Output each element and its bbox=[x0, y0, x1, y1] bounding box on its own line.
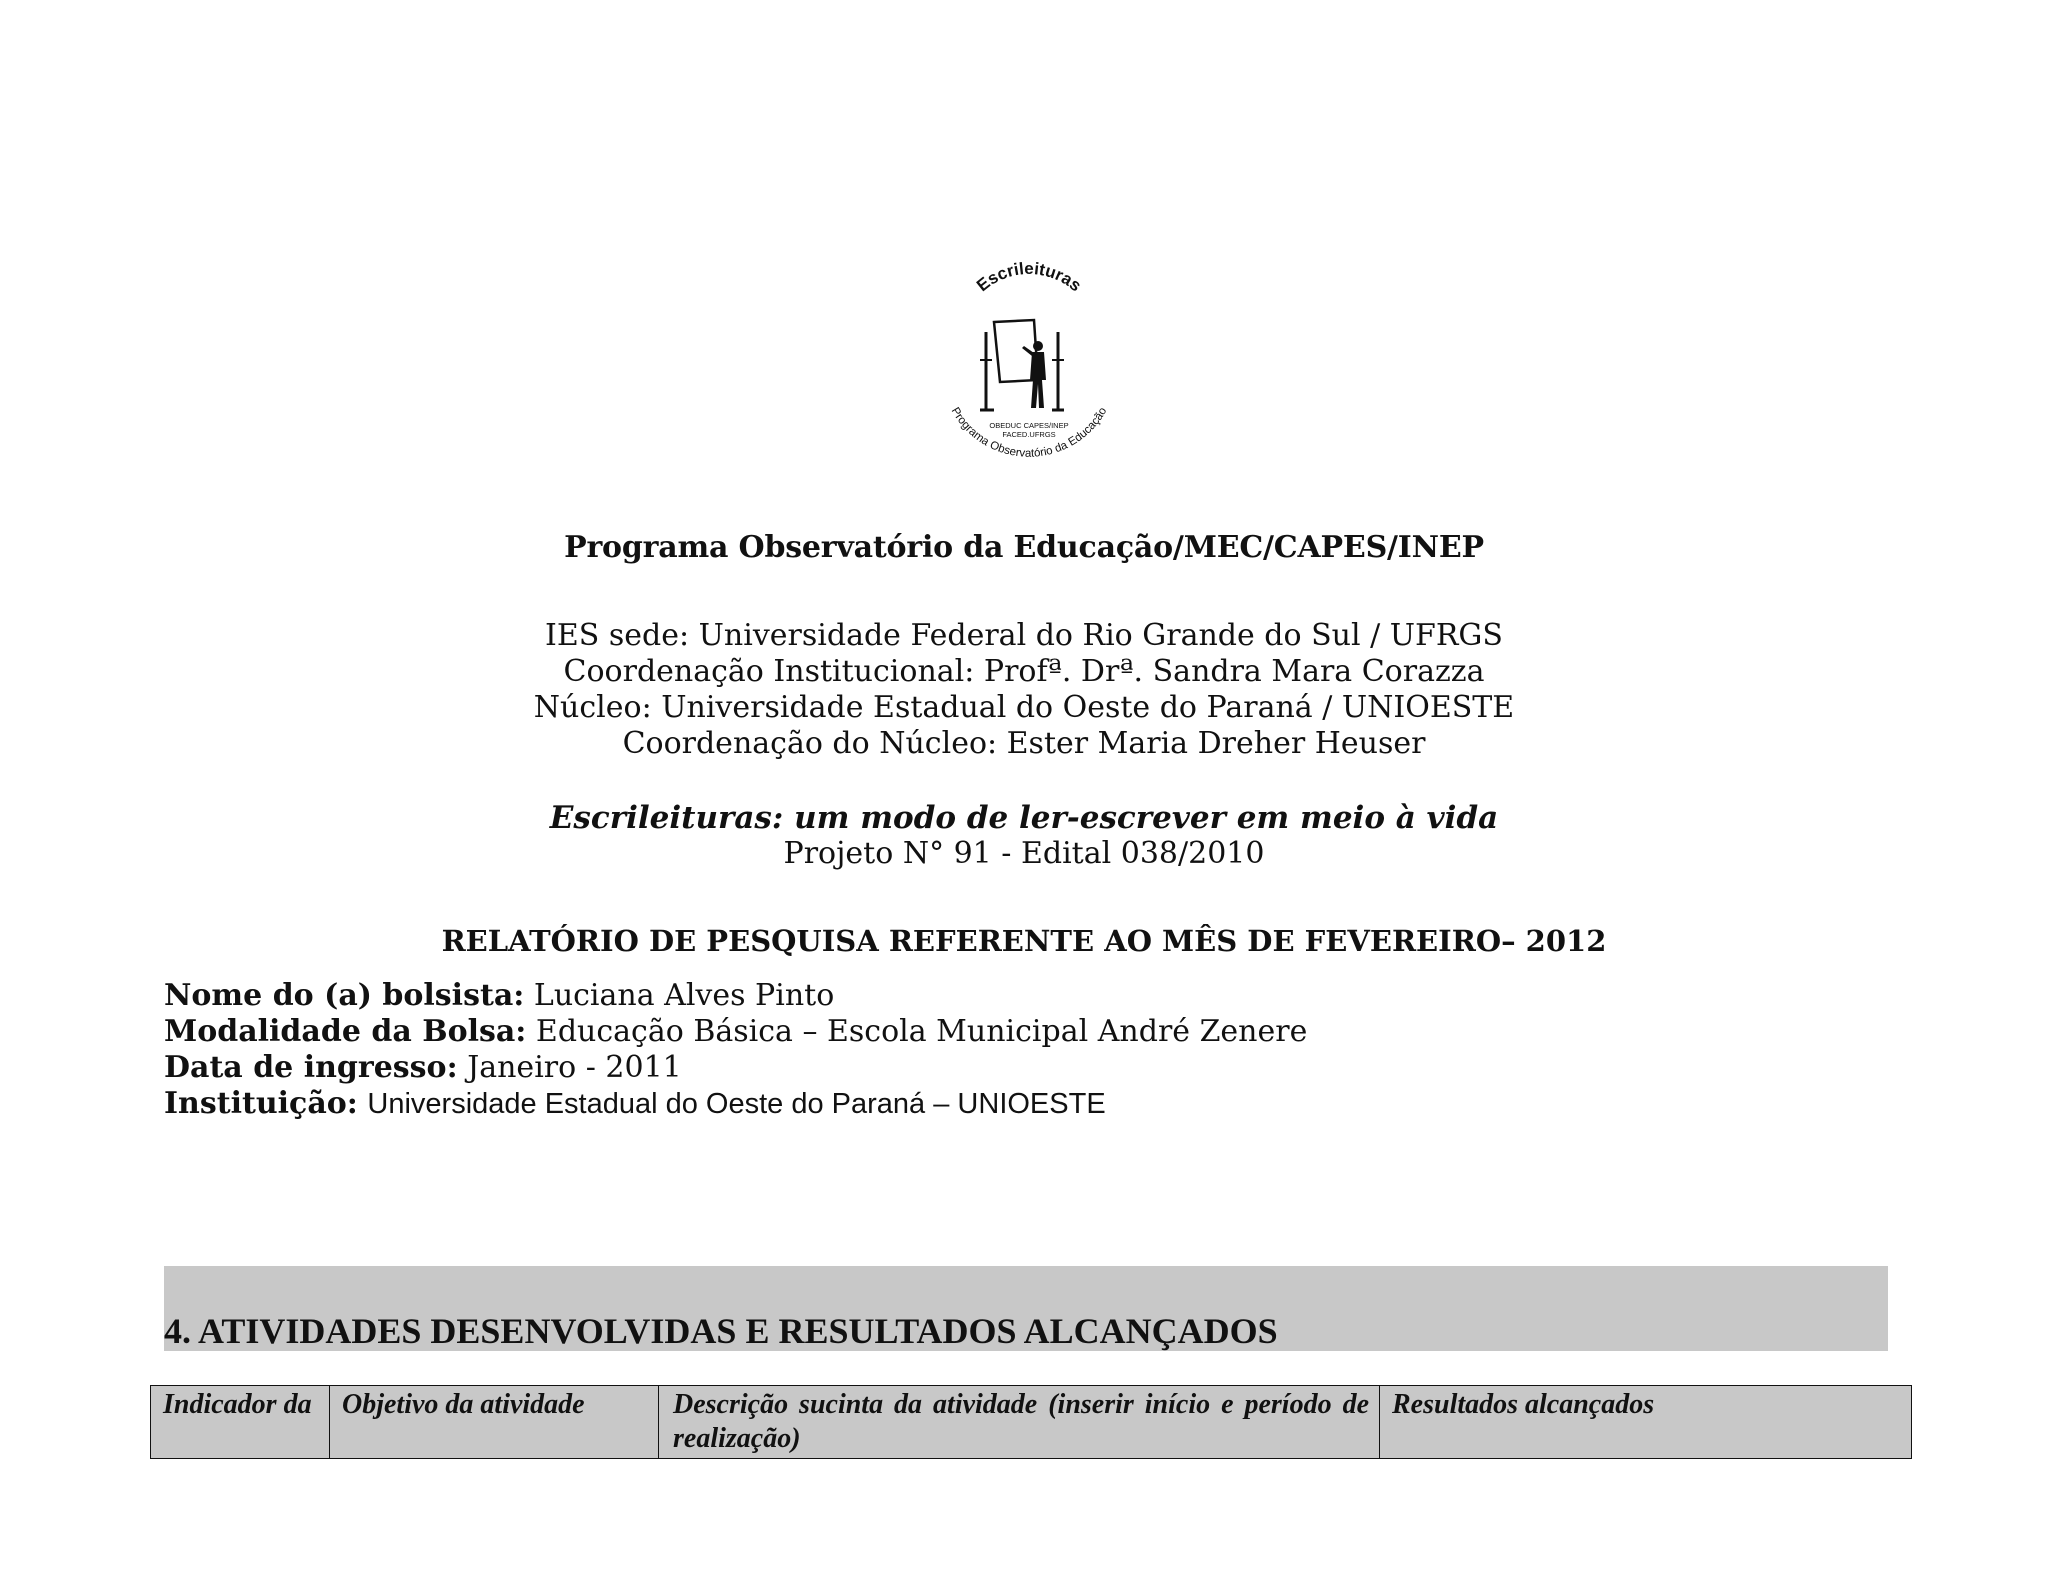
table-header-row bbox=[151, 1386, 1912, 1459]
activities-table bbox=[150, 1385, 1912, 1459]
nome-row bbox=[164, 978, 1307, 1014]
coordenacao-institucional-line: Coordenação Institucional: Profª. Drª. Sandra Mara Corazza bbox=[563, 654, 1485, 689]
report-title: RELATÓRIO DE PESQUISA REFERENTE AO MÊS DE FEVEREIRO– 2012 bbox=[441, 924, 1607, 958]
loom-figure-icon bbox=[980, 320, 1064, 410]
logo-bottom-text: Programa Observatório da Educação bbox=[948, 405, 1110, 460]
scholar-info bbox=[164, 978, 1307, 1122]
instituicao-value: Universidade Estadual do Oeste do Paraná – UNIOESTE bbox=[367, 1088, 1106, 1120]
institution-info bbox=[0, 618, 2048, 762]
logo-inner-line2: FACED.UFRGS bbox=[1002, 430, 1056, 439]
column-header-indicador: Indicador da bbox=[151, 1386, 330, 1459]
svg-text:Escrileituras bbox=[973, 262, 1085, 295]
escrileituras-logo bbox=[924, 262, 1134, 472]
column-header-descricao: Descrição sucinta da atividade (inserir início e período de realização) bbox=[659, 1386, 1380, 1459]
section-title: 4. ATIVIDADES DESENVOLVIDAS E RESULTADOS ALCANÇADOS bbox=[164, 1311, 1278, 1351]
logo-inner-line1: OBEDUC CAPES/INEP bbox=[989, 421, 1069, 430]
nome-value: Luciana Alves Pinto bbox=[533, 978, 835, 1013]
program-title: Programa Observatório da Educação/MEC/CAPES/INEP bbox=[564, 530, 1484, 565]
coordenacao-nucleo-line: Coordenação do Núcleo: Ester Maria Dreher Heuser bbox=[622, 726, 1426, 761]
nome-label: Nome do (a) bolsista: bbox=[164, 978, 525, 1013]
logo-top-text: Escrileituras bbox=[973, 262, 1086, 296]
project-title: Escrileituras: um modo de ler-escrever em meio à vida bbox=[549, 800, 1499, 836]
data-ingresso-label: Data de ingresso: bbox=[164, 1050, 458, 1085]
instituicao-row bbox=[164, 1086, 1307, 1122]
section-header-bar bbox=[164, 1266, 1888, 1351]
modalidade-value: Educação Básica – Escola Municipal André Zenere bbox=[535, 1014, 1308, 1049]
project-number: Projeto N° 91 - Edital 038/2010 bbox=[783, 836, 1265, 871]
modalidade-row bbox=[164, 1014, 1307, 1050]
modalidade-label: Modalidade da Bolsa: bbox=[164, 1014, 527, 1049]
column-header-resultados: Resultados alcançados bbox=[1380, 1386, 1912, 1459]
data-ingresso-row bbox=[164, 1050, 1307, 1086]
person-silhouette-icon bbox=[1022, 341, 1046, 408]
nucleo-line: Núcleo: Universidade Estadual do Oeste do Paraná / UNIOESTE bbox=[533, 690, 1515, 725]
ies-sede-line: IES sede: Universidade Federal do Rio Grande do Sul / UFRGS bbox=[545, 618, 1503, 653]
data-ingresso-value: Janeiro - 2011 bbox=[467, 1050, 682, 1085]
column-header-objetivo: Objetivo da atividade bbox=[330, 1386, 659, 1459]
instituicao-label: Instituição: bbox=[164, 1086, 358, 1121]
